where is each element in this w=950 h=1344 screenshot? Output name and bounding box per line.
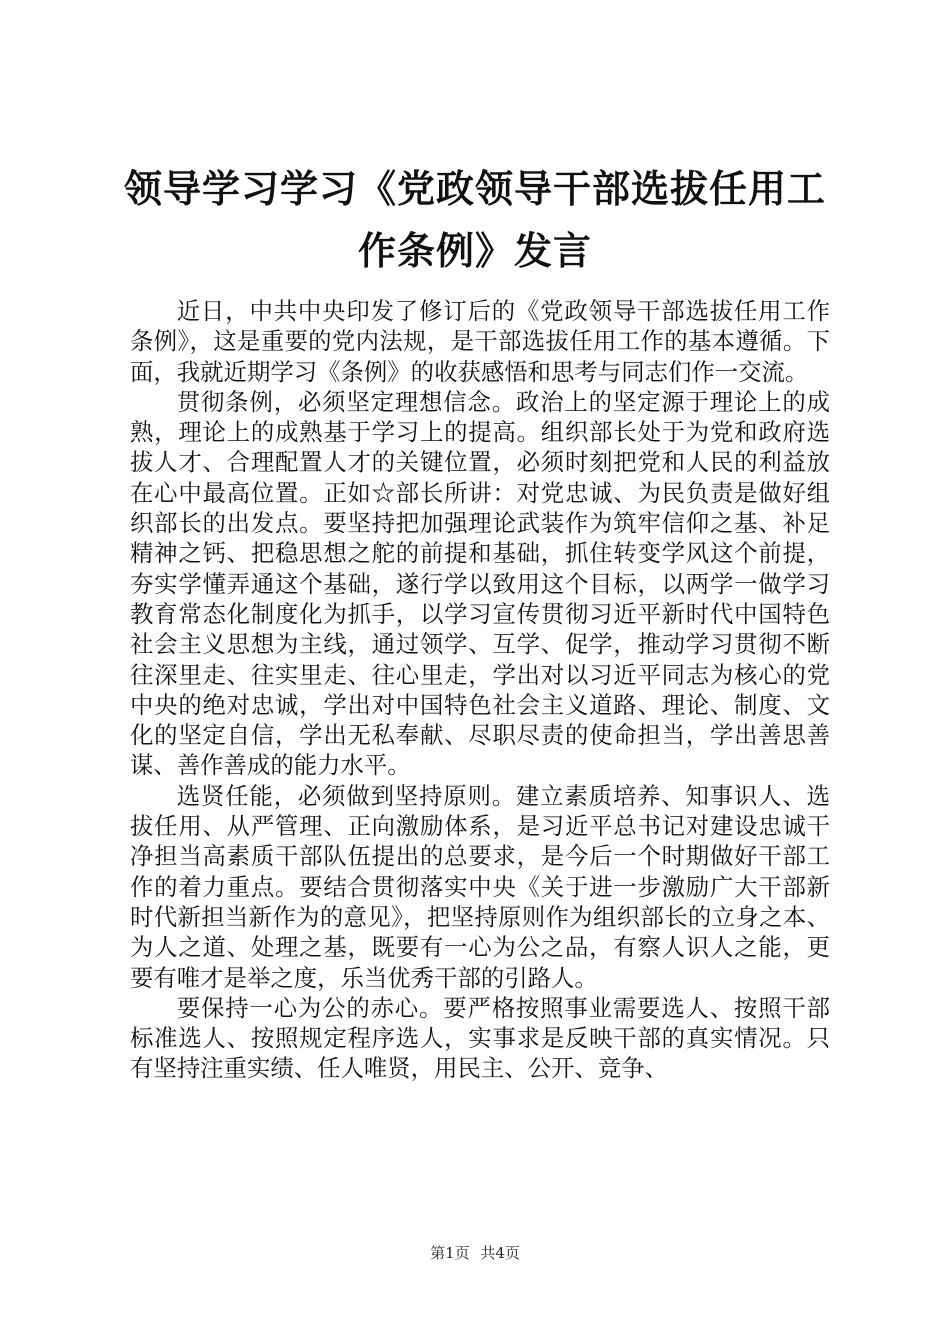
document-title: 领导学习学习《党政领导干部选拔任用工作条例》发言 xyxy=(123,167,826,273)
document-body xyxy=(130,296,830,1084)
page-footer xyxy=(0,1243,950,1263)
paragraph-ideals: 贯彻条例，必须坚定理想信念。政治上的坚定源于理论上的成熟，理论上的成熟基于学习上的提高。组织部长处于为党和政府选拔人才、合理配置人才的关键位置，必须时刻把党和人民的利益放在心中最高位置。正如☆部长所讲：对党忠诚、为民负责是做好组织部长的出发点。要坚持把加强理论武装作为筑牢信仰之基、补足精神之钙、把稳思想之舵的前提和基础，抓住转变学风这个前提，夯实学懂弄通这个基础，遂行学以致用这个目标，以两学一做学习教育常态化制度化为抓手，以学习宣传贯彻习近平新时代中国特色社会主义思想为主线，通过领学、互学、促学，推动学习贯彻不断往深里走、往实里走、往心里走，学出对以习近平同志为核心的党中央的绝对忠诚，学出对中国特色社会主义道路、理论、制度、文化的坚定自信，学出无私奉献、尽职尽责的使命担当，学出善思善谋、善作善成的能力水平。 xyxy=(130,387,830,780)
paragraph-intro: 近日，中共中央印发了修订后的《党政领导干部选拔任用工作条例》，这是重要的党内法规，是干部选拔任用工作的基本遵循。下面，我就近期学习《条例》的收获感悟和思考与同志们作一交流。 xyxy=(130,297,830,386)
paragraph-principles: 选贤任能，必须做到坚持原则。建立素质培养、知事识人、选拔任用、从严管理、正向激励体系，是习近平总书记对建设忠诚干净担当高素质干部队伍提出的总要求，是今后一个时期做好干部工作的着力重点。要结合贯彻落实中央《关于进一步激励广大干部新时代新担当新作为的意见》，把坚持原则作为组织部长的立身之本、为人之道、处理之基，既要有一心为公之品，有察人识人之能，更要有唯才是举之度，乐当优秀干部的引路人。 xyxy=(130,781,830,992)
paragraph-selflessness: 要保持一心为公的赤心。要严格按照事业需要选人、按照干部标准选人、按照规定程序选人，实事求是反映干部的真实情况。只有坚持注重实绩、任人唯贤，用民主、公开、竞争、 xyxy=(130,993,830,1083)
page-total: 共4页 xyxy=(480,1244,520,1262)
page-number: 第1页 xyxy=(430,1244,470,1262)
